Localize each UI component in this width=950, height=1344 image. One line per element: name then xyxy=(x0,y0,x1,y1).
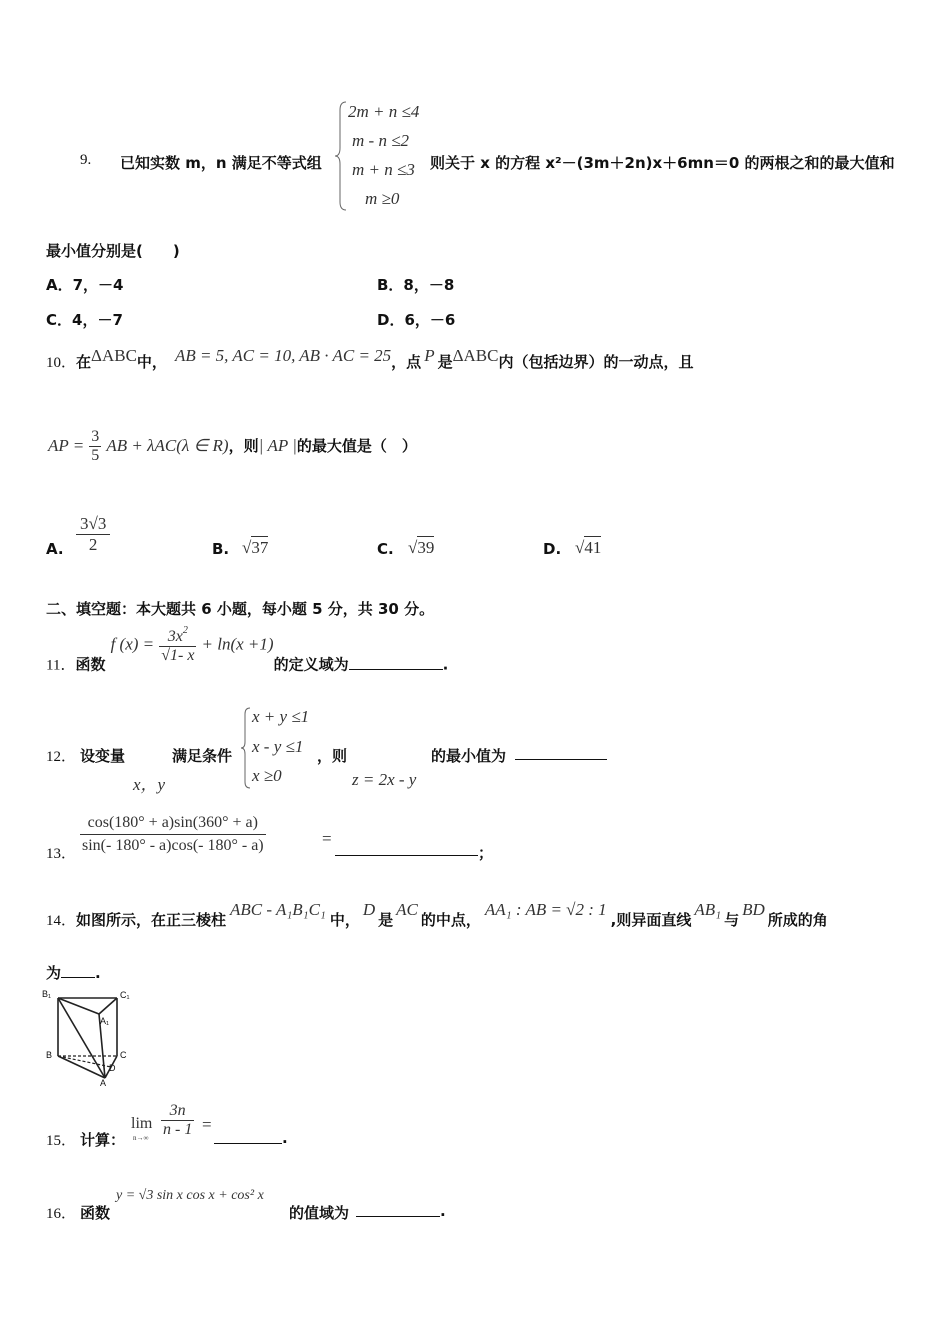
q10-t2: 中， xyxy=(136,353,167,371)
q12-t2: 满足条件 xyxy=(172,747,233,765)
q10-condition: AB = 5, AC = 10, AB · AC = 25 xyxy=(174,346,392,365)
q10-option-a-den: 2 xyxy=(88,535,98,554)
q12-ineq-2: x - y ≤1 xyxy=(252,737,304,756)
q10-option-d: √41 xyxy=(575,538,602,557)
q12-brace xyxy=(240,706,252,790)
q10-triangle-2: ΔABC xyxy=(452,346,499,365)
q9-tail2: 最小值分别是( ) xyxy=(46,242,180,260)
q10-frac-den: 5 xyxy=(91,447,100,464)
q13-end: ； xyxy=(478,844,494,862)
q12-ineq-1: x + y ≤1 xyxy=(252,707,310,726)
q10-ap: AP = xyxy=(48,436,85,455)
q15-frac-num: 3n xyxy=(161,1102,194,1121)
q10-number: 10． xyxy=(46,355,77,371)
q15-number: 15． xyxy=(46,1133,77,1149)
q11-end: . xyxy=(442,655,449,674)
q13-denominator: sin(- 180° - a)cos(- 180° - a) xyxy=(82,837,264,854)
q9-tail: 则关于 x 的方程 x²－(3m＋2n)x＋6mn＝0 的两根之和的最大值和 xyxy=(430,154,895,172)
q11-line xyxy=(46,625,448,675)
q11-frac-num-text: 3x xyxy=(167,628,183,645)
fig-label-c: C xyxy=(120,1050,127,1060)
q15-t1: 计算： xyxy=(80,1131,126,1149)
q12-answer-blank[interactable] xyxy=(515,747,607,760)
q12-ineq-3: x ≥0 xyxy=(252,766,282,785)
q10-label-a: A. xyxy=(46,540,64,558)
q16-number: 16． xyxy=(46,1206,77,1222)
q10-t5: 内（包括边界）的一动点，且 xyxy=(498,353,694,371)
q16-t1: 函数 xyxy=(80,1204,111,1222)
q9-ineq-2: m - n ≤2 xyxy=(352,131,410,150)
q10-option-d-value: 41 xyxy=(584,538,602,557)
q13-answer-blank[interactable] xyxy=(335,843,478,856)
fig-label-d: D xyxy=(109,1063,116,1073)
q9-number: 9. xyxy=(80,152,92,168)
q11-fx: f (x) = xyxy=(110,634,155,654)
q14-prism: ABC - A₁B₁C₁ xyxy=(230,900,326,919)
q10-t4: 是 xyxy=(437,353,453,371)
q11-number: 11． xyxy=(46,657,76,674)
q14-bd: BD xyxy=(742,900,765,919)
q14-t3: 是 xyxy=(378,911,394,929)
q10-fraction xyxy=(89,428,101,465)
q15-fraction xyxy=(161,1102,194,1139)
q15-lim-sub: n→∞ xyxy=(133,1134,149,1142)
q14-ratio: AA₁ : AB = √2 : 1 xyxy=(484,900,607,919)
q11-frac-den: √1- x xyxy=(161,647,195,664)
q9-intro: 已知实数 m，n 满足不等式组 xyxy=(120,154,322,172)
q14-t1: 如图所示，在正三棱柱 xyxy=(76,911,227,929)
q14-answer-blank[interactable] xyxy=(61,965,95,978)
q14-prism-figure xyxy=(40,986,140,1090)
q14-t5: ,则异面直线 xyxy=(610,911,692,929)
q10-label-b: B. xyxy=(212,540,230,558)
q13-fraction xyxy=(80,814,266,855)
q12-vars: x，y xyxy=(133,775,166,794)
q10-triangle: ΔABC xyxy=(91,346,137,365)
q11-frac-num-sup: 2 xyxy=(182,625,188,636)
q13-numerator: cos(180° + a)sin(360° + a) xyxy=(80,814,266,835)
q10-frac-num: 3 xyxy=(91,428,100,445)
q10-label-d: D. xyxy=(543,540,562,558)
q15-end: . xyxy=(282,1129,288,1147)
q11-answer-blank[interactable] xyxy=(349,657,443,670)
q10-option-c: √39 xyxy=(408,538,435,557)
q10-option-c-value: 39 xyxy=(417,538,435,557)
q9-brace xyxy=(334,100,348,212)
q16-expression: y = √3 sin x cos x + cos² x xyxy=(116,1188,264,1203)
q14-ab1: AB₁ xyxy=(694,900,722,919)
q12-t1: 设变量 xyxy=(80,747,126,765)
q12-t4: 的最小值为 xyxy=(431,747,507,765)
q14-t8: 为 xyxy=(46,964,62,982)
q12-z: z = 2x - y xyxy=(352,770,417,789)
fig-label-b: B xyxy=(46,1050,53,1060)
q15-answer-blank[interactable] xyxy=(214,1131,282,1144)
q14-d: D xyxy=(362,900,376,919)
q15-frac-den: n - 1 xyxy=(163,1121,193,1138)
q14-ac: AC xyxy=(396,900,418,919)
q10-t6: ，则 xyxy=(228,437,259,455)
q9-option-c: C．4，－7 xyxy=(46,311,123,329)
q14-t6: 与 xyxy=(724,911,740,929)
q10-abs: | AP | xyxy=(258,436,297,455)
q10-option-a-num: 3√3 xyxy=(76,514,110,535)
q10-point-p: P xyxy=(424,346,435,365)
q13-number: 13． xyxy=(46,846,77,862)
fig-label-c1: C₁ xyxy=(120,990,130,1000)
q13-equals: = xyxy=(322,829,332,848)
q12-number: 12． xyxy=(46,749,77,765)
q14-t4: 的中点， xyxy=(420,911,481,929)
fig-label-a: A xyxy=(100,1078,107,1088)
q14-number: 14． xyxy=(46,913,77,929)
q11-fraction xyxy=(159,625,196,665)
q11-frac-num xyxy=(159,625,196,647)
q11-t2: 的定义域为 xyxy=(273,655,349,674)
q11-frac-den-text: 1- x xyxy=(170,647,195,664)
q10-line1 xyxy=(46,346,694,372)
q14-line1 xyxy=(46,900,828,930)
q16-t2: 的值域为 xyxy=(289,1204,350,1222)
q15-equals: = xyxy=(202,1115,212,1134)
q10-option-b-value: 37 xyxy=(251,538,269,557)
q15-lim: lim xyxy=(131,1115,153,1132)
q16-end: . xyxy=(440,1202,446,1220)
q10-t7: 的最大值是（ ） xyxy=(296,437,417,455)
q14-t7: 所成的角 xyxy=(767,911,828,929)
q10-rest: AB + λAC(λ ∈ R) xyxy=(106,436,229,455)
q10-option-a xyxy=(76,514,110,555)
q11-t1: 函数 xyxy=(75,655,106,674)
q9-option-d: D．6，－6 xyxy=(377,311,456,329)
q10-t3: ，点 xyxy=(391,353,422,371)
q9-ineq-4: m ≥0 xyxy=(365,189,400,208)
q14-line2 xyxy=(46,962,101,983)
q10-line2 xyxy=(48,428,417,465)
q10-label-c: C. xyxy=(377,540,394,558)
q9-ineq-3: m + n ≤3 xyxy=(352,160,415,179)
q10-option-b: √37 xyxy=(242,538,269,557)
q9-option-b: B．8，－8 xyxy=(377,276,455,294)
q14-t2: 中， xyxy=(329,911,360,929)
q12-t3: ，则 xyxy=(317,747,348,765)
q16-answer-blank[interactable] xyxy=(356,1204,440,1217)
fig-label-b1: B₁ xyxy=(42,989,52,999)
q10-t1: 在 xyxy=(76,353,92,371)
q9-ineq-1: 2m + n ≤4 xyxy=(348,102,420,121)
fig-label-a1: A₁ xyxy=(100,1016,110,1026)
q9-option-a: A．7，－4 xyxy=(46,276,124,294)
section-2-heading: 二、填空题：本大题共 6 小题，每小题 5 分，共 30 分。 xyxy=(46,600,435,618)
q14-end: . xyxy=(95,964,101,982)
q11-plus-ln: + ln(x +1) xyxy=(201,634,274,654)
